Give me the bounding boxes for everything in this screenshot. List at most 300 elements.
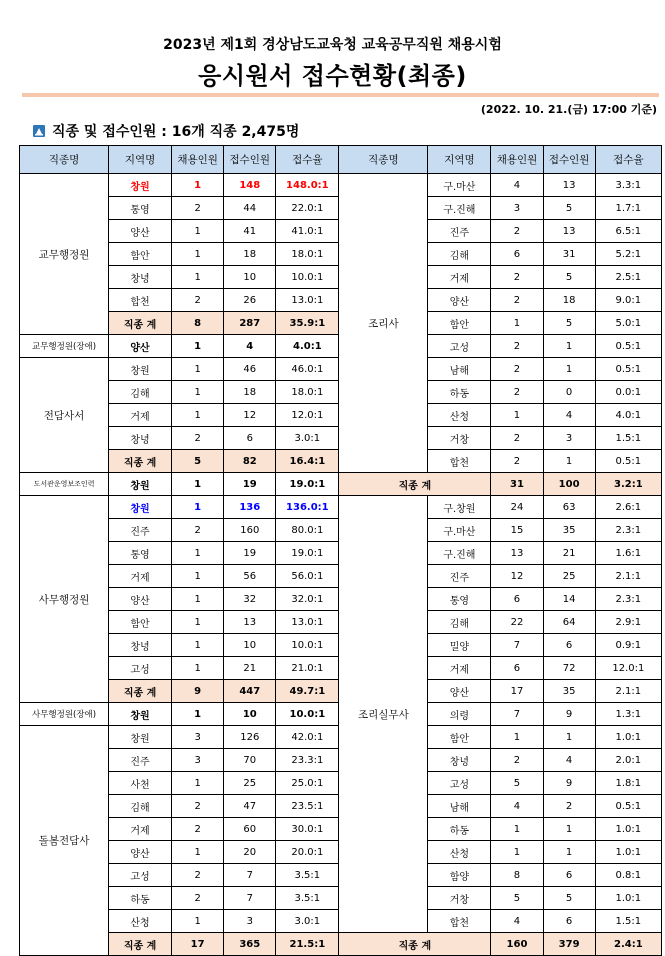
apply-count-cell: 287 bbox=[224, 312, 276, 335]
rate-cell: 1.0:1 bbox=[595, 818, 661, 841]
apply-count-cell: 1 bbox=[543, 450, 595, 473]
apply-count-cell: 26 bbox=[224, 289, 276, 312]
apply-count-cell: 1 bbox=[543, 726, 595, 749]
rate-cell: 4.0:1 bbox=[276, 335, 339, 358]
region-cell: 하동 bbox=[109, 887, 172, 910]
hire-count-cell: 2 bbox=[172, 864, 224, 887]
hire-count-cell: 2 bbox=[491, 220, 543, 243]
region-cell: 창녕 bbox=[109, 266, 172, 289]
rate-cell: 13.0:1 bbox=[276, 611, 339, 634]
rate-cell: 3.5:1 bbox=[276, 887, 339, 910]
hire-count-cell: 6 bbox=[491, 243, 543, 266]
apply-count-cell: 0 bbox=[543, 381, 595, 404]
apply-count-cell: 6 bbox=[224, 427, 276, 450]
region-cell: 밀양 bbox=[428, 634, 491, 657]
apply-count-cell: 70 bbox=[224, 749, 276, 772]
hire-count-cell: 6 bbox=[491, 657, 543, 680]
apply-count-cell: 5 bbox=[543, 266, 595, 289]
rate-cell: 12.0:1 bbox=[595, 657, 661, 680]
table-row bbox=[20, 496, 662, 519]
region-cell: 산청 bbox=[109, 910, 172, 933]
hire-count-cell: 1 bbox=[172, 266, 224, 289]
rate-cell: 0.9:1 bbox=[595, 634, 661, 657]
apply-count-cell: 60 bbox=[224, 818, 276, 841]
application-status-table bbox=[19, 145, 662, 956]
job-name-cell: 사무행정원(장애) bbox=[20, 703, 109, 726]
column-header: 지역명 bbox=[109, 146, 172, 174]
table-row bbox=[20, 174, 662, 197]
region-cell: 구.진해 bbox=[428, 197, 491, 220]
apply-count-cell: 126 bbox=[224, 726, 276, 749]
hire-count-cell: 2 bbox=[172, 818, 224, 841]
apply-count-cell: 5 bbox=[543, 312, 595, 335]
rate-cell: 1.0:1 bbox=[595, 887, 661, 910]
region-cell: 창녕 bbox=[428, 749, 491, 772]
apply-count-cell: 379 bbox=[543, 933, 595, 956]
hire-count-cell: 1 bbox=[172, 220, 224, 243]
hire-count-cell: 2 bbox=[491, 381, 543, 404]
region-cell: 직종 계 bbox=[109, 312, 172, 335]
apply-count-cell: 5 bbox=[543, 887, 595, 910]
hire-count-cell: 2 bbox=[491, 427, 543, 450]
apply-count-cell: 18 bbox=[543, 289, 595, 312]
region-cell: 거제 bbox=[109, 404, 172, 427]
rate-cell: 46.0:1 bbox=[276, 358, 339, 381]
rate-cell: 0.5:1 bbox=[595, 450, 661, 473]
apply-count-cell: 160 bbox=[224, 519, 276, 542]
region-cell: 김해 bbox=[428, 243, 491, 266]
rate-cell: 18.0:1 bbox=[276, 381, 339, 404]
rate-cell: 19.0:1 bbox=[276, 542, 339, 565]
region-cell: 진주 bbox=[109, 749, 172, 772]
apply-count-cell: 47 bbox=[224, 795, 276, 818]
rate-cell: 1.3:1 bbox=[595, 703, 661, 726]
column-header: 채용인원 bbox=[491, 146, 543, 174]
region-cell: 고성 bbox=[109, 657, 172, 680]
rate-cell: 56.0:1 bbox=[276, 565, 339, 588]
hire-count-cell: 1 bbox=[172, 772, 224, 795]
hire-count-cell: 2 bbox=[172, 519, 224, 542]
rate-cell: 9.0:1 bbox=[595, 289, 661, 312]
hire-count-cell: 2 bbox=[172, 887, 224, 910]
hire-count-cell: 4 bbox=[491, 910, 543, 933]
rate-cell: 4.0:1 bbox=[595, 404, 661, 427]
apply-count-cell: 56 bbox=[224, 565, 276, 588]
apply-count-cell: 9 bbox=[543, 703, 595, 726]
region-cell: 직종 계 bbox=[109, 450, 172, 473]
region-cell: 의령 bbox=[428, 703, 491, 726]
job-name-cell: 돌봄전담사 bbox=[20, 726, 109, 956]
region-cell: 양산 bbox=[428, 289, 491, 312]
apply-count-cell: 4 bbox=[224, 335, 276, 358]
job-name-cell: 사무행정원 bbox=[20, 496, 109, 703]
region-cell: 함안 bbox=[428, 726, 491, 749]
hire-count-cell: 1 bbox=[172, 565, 224, 588]
region-cell: 산청 bbox=[428, 841, 491, 864]
hire-count-cell: 13 bbox=[491, 542, 543, 565]
region-cell: 함양 bbox=[428, 864, 491, 887]
rate-cell: 23.5:1 bbox=[276, 795, 339, 818]
apply-count-cell: 447 bbox=[224, 680, 276, 703]
apply-count-cell: 25 bbox=[224, 772, 276, 795]
region-cell: 합천 bbox=[428, 910, 491, 933]
region-cell: 하동 bbox=[428, 381, 491, 404]
hire-count-cell: 1 bbox=[172, 174, 224, 197]
rate-cell: 80.0:1 bbox=[276, 519, 339, 542]
hire-count-cell: 3 bbox=[172, 749, 224, 772]
region-cell: 양산 bbox=[109, 841, 172, 864]
rate-cell: 12.0:1 bbox=[276, 404, 339, 427]
apply-count-cell: 6 bbox=[543, 910, 595, 933]
region-cell: 합천 bbox=[109, 289, 172, 312]
rate-cell: 2.5:1 bbox=[595, 266, 661, 289]
apply-count-cell: 44 bbox=[224, 197, 276, 220]
region-cell: 구.진해 bbox=[428, 542, 491, 565]
hire-count-cell: 17 bbox=[172, 933, 224, 956]
rate-cell: 22.0:1 bbox=[276, 197, 339, 220]
hire-count-cell: 1 bbox=[491, 404, 543, 427]
apply-count-cell: 20 bbox=[224, 841, 276, 864]
rate-cell: 3.0:1 bbox=[276, 427, 339, 450]
region-cell: 고성 bbox=[428, 335, 491, 358]
region-cell: 남해 bbox=[428, 358, 491, 381]
apply-count-cell: 1 bbox=[543, 335, 595, 358]
hire-count-cell: 17 bbox=[491, 680, 543, 703]
region-cell: 창원 bbox=[109, 703, 172, 726]
hire-count-cell: 160 bbox=[491, 933, 543, 956]
region-cell: 구.마산 bbox=[428, 174, 491, 197]
region-cell: 산청 bbox=[428, 404, 491, 427]
hire-count-cell: 1 bbox=[172, 243, 224, 266]
region-cell: 거창 bbox=[428, 427, 491, 450]
region-cell: 거제 bbox=[428, 266, 491, 289]
region-cell: 창원 bbox=[109, 358, 172, 381]
region-cell: 창원 bbox=[109, 726, 172, 749]
apply-count-cell: 5 bbox=[543, 197, 595, 220]
rate-cell: 2.1:1 bbox=[595, 565, 661, 588]
hire-count-cell: 9 bbox=[172, 680, 224, 703]
rate-cell: 10.0:1 bbox=[276, 703, 339, 726]
rate-cell: 148.0:1 bbox=[276, 174, 339, 197]
hire-count-cell: 4 bbox=[491, 795, 543, 818]
hire-count-cell: 1 bbox=[172, 381, 224, 404]
apply-count-cell: 10 bbox=[224, 634, 276, 657]
rate-cell: 1.6:1 bbox=[595, 542, 661, 565]
rate-cell: 2.4:1 bbox=[595, 933, 661, 956]
region-cell: 하동 bbox=[428, 818, 491, 841]
rate-cell: 5.2:1 bbox=[595, 243, 661, 266]
apply-count-cell: 2 bbox=[543, 795, 595, 818]
apply-count-cell: 25 bbox=[543, 565, 595, 588]
region-cell: 거제 bbox=[109, 565, 172, 588]
region-cell: 거제 bbox=[109, 818, 172, 841]
apply-count-cell: 7 bbox=[224, 864, 276, 887]
rate-cell: 3.3:1 bbox=[595, 174, 661, 197]
hire-count-cell: 1 bbox=[172, 496, 224, 519]
region-cell: 통영 bbox=[109, 197, 172, 220]
region-cell: 구.창원 bbox=[428, 496, 491, 519]
rate-cell: 2.3:1 bbox=[595, 588, 661, 611]
apply-count-cell: 6 bbox=[543, 864, 595, 887]
apply-count-cell: 148 bbox=[224, 174, 276, 197]
region-cell: 창녕 bbox=[109, 634, 172, 657]
region-cell: 창원 bbox=[109, 473, 172, 496]
rate-cell: 2.9:1 bbox=[595, 611, 661, 634]
region-cell: 고성 bbox=[109, 864, 172, 887]
region-cell: 진주 bbox=[428, 565, 491, 588]
hire-count-cell: 31 bbox=[491, 473, 543, 496]
region-cell: 거제 bbox=[428, 657, 491, 680]
apply-count-cell: 35 bbox=[543, 680, 595, 703]
hire-count-cell: 1 bbox=[172, 335, 224, 358]
region-cell: 창원 bbox=[109, 496, 172, 519]
rate-cell: 1.0:1 bbox=[595, 841, 661, 864]
hire-count-cell: 1 bbox=[172, 611, 224, 634]
rate-cell: 0.0:1 bbox=[595, 381, 661, 404]
rate-cell: 18.0:1 bbox=[276, 243, 339, 266]
hire-count-cell: 1 bbox=[172, 588, 224, 611]
hire-count-cell: 1 bbox=[491, 726, 543, 749]
rate-cell: 20.0:1 bbox=[276, 841, 339, 864]
hire-count-cell: 8 bbox=[172, 312, 224, 335]
rate-cell: 3.5:1 bbox=[276, 864, 339, 887]
region-cell: 통영 bbox=[109, 542, 172, 565]
rate-cell: 41.0:1 bbox=[276, 220, 339, 243]
table-row bbox=[20, 933, 662, 956]
apply-count-cell: 13 bbox=[543, 174, 595, 197]
table-header-row bbox=[20, 146, 662, 174]
rate-cell: 13.0:1 bbox=[276, 289, 339, 312]
page-title: 응시원서 접수현황(최종) bbox=[198, 62, 467, 90]
hire-count-cell: 8 bbox=[491, 864, 543, 887]
column-header: 접수율 bbox=[276, 146, 339, 174]
apply-count-cell: 21 bbox=[224, 657, 276, 680]
apply-count-cell: 10 bbox=[224, 703, 276, 726]
hire-count-cell: 24 bbox=[491, 496, 543, 519]
hire-count-cell: 1 bbox=[172, 542, 224, 565]
hire-count-cell: 1 bbox=[491, 312, 543, 335]
apply-count-cell: 41 bbox=[224, 220, 276, 243]
hire-count-cell: 15 bbox=[491, 519, 543, 542]
hire-count-cell: 4 bbox=[491, 174, 543, 197]
rate-cell: 10.0:1 bbox=[276, 266, 339, 289]
rate-cell: 32.0:1 bbox=[276, 588, 339, 611]
job-name-cell: 도서관운영보조인력 bbox=[20, 473, 109, 496]
document-icon bbox=[32, 124, 46, 138]
hire-count-cell: 7 bbox=[491, 634, 543, 657]
apply-count-cell: 21 bbox=[543, 542, 595, 565]
apply-count-cell: 7 bbox=[224, 887, 276, 910]
region-cell: 양산 bbox=[109, 220, 172, 243]
apply-count-cell: 18 bbox=[224, 381, 276, 404]
hire-count-cell: 2 bbox=[491, 358, 543, 381]
apply-count-cell: 19 bbox=[224, 473, 276, 496]
region-cell: 고성 bbox=[428, 772, 491, 795]
hire-count-cell: 1 bbox=[172, 910, 224, 933]
table-row bbox=[20, 473, 662, 496]
apply-count-cell: 6 bbox=[543, 634, 595, 657]
apply-count-cell: 3 bbox=[543, 427, 595, 450]
rate-cell: 0.8:1 bbox=[595, 864, 661, 887]
hire-count-cell: 1 bbox=[172, 634, 224, 657]
rate-cell: 1.7:1 bbox=[595, 197, 661, 220]
region-cell: 통영 bbox=[428, 588, 491, 611]
job-name-cell: 교무행정원 bbox=[20, 174, 109, 335]
region-cell: 남해 bbox=[428, 795, 491, 818]
rate-cell: 1.0:1 bbox=[595, 726, 661, 749]
apply-count-cell: 136 bbox=[224, 496, 276, 519]
column-header: 접수율 bbox=[595, 146, 661, 174]
region-cell: 김해 bbox=[109, 381, 172, 404]
subtotal-label-cell: 직종 계 bbox=[339, 473, 491, 496]
hire-count-cell: 3 bbox=[172, 726, 224, 749]
hire-count-cell: 1 bbox=[172, 841, 224, 864]
hire-count-cell: 1 bbox=[172, 703, 224, 726]
hire-count-cell: 1 bbox=[172, 404, 224, 427]
summary-line bbox=[32, 121, 299, 141]
column-header: 접수인원 bbox=[224, 146, 276, 174]
region-cell: 양산 bbox=[109, 588, 172, 611]
column-header: 접수인원 bbox=[543, 146, 595, 174]
subtotal-label-cell: 직종 계 bbox=[339, 933, 491, 956]
rate-cell: 2.6:1 bbox=[595, 496, 661, 519]
rate-cell: 2.1:1 bbox=[595, 680, 661, 703]
apply-count-cell: 64 bbox=[543, 611, 595, 634]
apply-count-cell: 14 bbox=[543, 588, 595, 611]
job-name-cell: 전담사서 bbox=[20, 358, 109, 473]
rate-cell: 1.8:1 bbox=[595, 772, 661, 795]
region-cell: 함안 bbox=[109, 243, 172, 266]
region-cell: 양산 bbox=[428, 680, 491, 703]
hire-count-cell: 2 bbox=[172, 289, 224, 312]
column-header: 직종명 bbox=[20, 146, 109, 174]
rate-cell: 2.0:1 bbox=[595, 749, 661, 772]
hire-count-cell: 2 bbox=[172, 427, 224, 450]
hire-count-cell: 3 bbox=[491, 197, 543, 220]
rate-cell: 25.0:1 bbox=[276, 772, 339, 795]
region-cell: 함안 bbox=[109, 611, 172, 634]
apply-count-cell: 365 bbox=[224, 933, 276, 956]
hire-count-cell: 1 bbox=[491, 841, 543, 864]
rate-cell: 19.0:1 bbox=[276, 473, 339, 496]
hire-count-cell: 5 bbox=[172, 450, 224, 473]
region-cell: 직종 계 bbox=[109, 933, 172, 956]
apply-count-cell: 18 bbox=[224, 243, 276, 266]
hire-count-cell: 1 bbox=[172, 473, 224, 496]
region-cell: 창녕 bbox=[109, 427, 172, 450]
exam-title: 2023년 제1회 경상남도교육청 교육공무직원 채용시험 bbox=[163, 37, 502, 53]
apply-count-cell: 3 bbox=[224, 910, 276, 933]
region-cell: 사천 bbox=[109, 772, 172, 795]
region-cell: 김해 bbox=[428, 611, 491, 634]
apply-count-cell: 63 bbox=[543, 496, 595, 519]
hire-count-cell: 2 bbox=[172, 795, 224, 818]
rate-cell: 49.7:1 bbox=[276, 680, 339, 703]
apply-count-cell: 46 bbox=[224, 358, 276, 381]
hire-count-cell: 1 bbox=[172, 657, 224, 680]
rate-cell: 21.0:1 bbox=[276, 657, 339, 680]
apply-count-cell: 1 bbox=[543, 841, 595, 864]
hire-count-cell: 5 bbox=[491, 887, 543, 910]
region-cell: 거창 bbox=[428, 887, 491, 910]
region-cell: 직종 계 bbox=[109, 680, 172, 703]
apply-count-cell: 13 bbox=[224, 611, 276, 634]
apply-count-cell: 72 bbox=[543, 657, 595, 680]
rate-cell: 3.0:1 bbox=[276, 910, 339, 933]
rate-cell: 5.0:1 bbox=[595, 312, 661, 335]
apply-count-cell: 13 bbox=[543, 220, 595, 243]
hire-count-cell: 2 bbox=[491, 266, 543, 289]
apply-count-cell: 32 bbox=[224, 588, 276, 611]
apply-count-cell: 35 bbox=[543, 519, 595, 542]
apply-count-cell: 1 bbox=[543, 358, 595, 381]
rate-cell: 21.5:1 bbox=[276, 933, 339, 956]
reference-date: (2022. 10. 21.(금) 17:00 기준) bbox=[480, 103, 657, 116]
rate-cell: 0.5:1 bbox=[595, 335, 661, 358]
rate-cell: 136.0:1 bbox=[276, 496, 339, 519]
apply-count-cell: 4 bbox=[543, 404, 595, 427]
summary-text: 직종 및 접수인원 : 16개 직종 2,475명 bbox=[52, 124, 300, 140]
rate-cell: 2.3:1 bbox=[595, 519, 661, 542]
rate-cell: 35.9:1 bbox=[276, 312, 339, 335]
rate-cell: 1.5:1 bbox=[595, 427, 661, 450]
hire-count-cell: 12 bbox=[491, 565, 543, 588]
hire-count-cell: 1 bbox=[172, 358, 224, 381]
region-cell: 구.마산 bbox=[428, 519, 491, 542]
title-underline bbox=[22, 93, 659, 97]
region-cell: 양산 bbox=[109, 335, 172, 358]
apply-count-cell: 9 bbox=[543, 772, 595, 795]
apply-count-cell: 10 bbox=[224, 266, 276, 289]
hire-count-cell: 1 bbox=[491, 818, 543, 841]
rate-cell: 16.4:1 bbox=[276, 450, 339, 473]
apply-count-cell: 100 bbox=[543, 473, 595, 496]
hire-count-cell: 7 bbox=[491, 703, 543, 726]
region-cell: 창원 bbox=[109, 174, 172, 197]
apply-count-cell: 1 bbox=[543, 818, 595, 841]
apply-count-cell: 82 bbox=[224, 450, 276, 473]
hire-count-cell: 6 bbox=[491, 588, 543, 611]
region-cell: 진주 bbox=[109, 519, 172, 542]
apply-count-cell: 31 bbox=[543, 243, 595, 266]
hire-count-cell: 2 bbox=[491, 450, 543, 473]
hire-count-cell: 2 bbox=[172, 197, 224, 220]
column-header: 지역명 bbox=[428, 146, 491, 174]
rate-cell: 10.0:1 bbox=[276, 634, 339, 657]
rate-cell: 1.5:1 bbox=[595, 910, 661, 933]
column-header: 채용인원 bbox=[172, 146, 224, 174]
rate-cell: 0.5:1 bbox=[595, 358, 661, 381]
hire-count-cell: 2 bbox=[491, 749, 543, 772]
region-cell: 김해 bbox=[109, 795, 172, 818]
region-cell: 함안 bbox=[428, 312, 491, 335]
hire-count-cell: 22 bbox=[491, 611, 543, 634]
apply-count-cell: 4 bbox=[543, 749, 595, 772]
rate-cell: 3.2:1 bbox=[595, 473, 661, 496]
job-name-cell: 교무행정원(장애) bbox=[20, 335, 109, 358]
rate-cell: 6.5:1 bbox=[595, 220, 661, 243]
rate-cell: 30.0:1 bbox=[276, 818, 339, 841]
hire-count-cell: 2 bbox=[491, 335, 543, 358]
apply-count-cell: 19 bbox=[224, 542, 276, 565]
apply-count-cell: 12 bbox=[224, 404, 276, 427]
job-name-cell: 조리사 bbox=[339, 174, 428, 473]
hire-count-cell: 5 bbox=[491, 772, 543, 795]
rate-cell: 23.3:1 bbox=[276, 749, 339, 772]
column-header: 직종명 bbox=[339, 146, 428, 174]
hire-count-cell: 2 bbox=[491, 289, 543, 312]
job-name-cell: 조리실무사 bbox=[339, 496, 428, 933]
